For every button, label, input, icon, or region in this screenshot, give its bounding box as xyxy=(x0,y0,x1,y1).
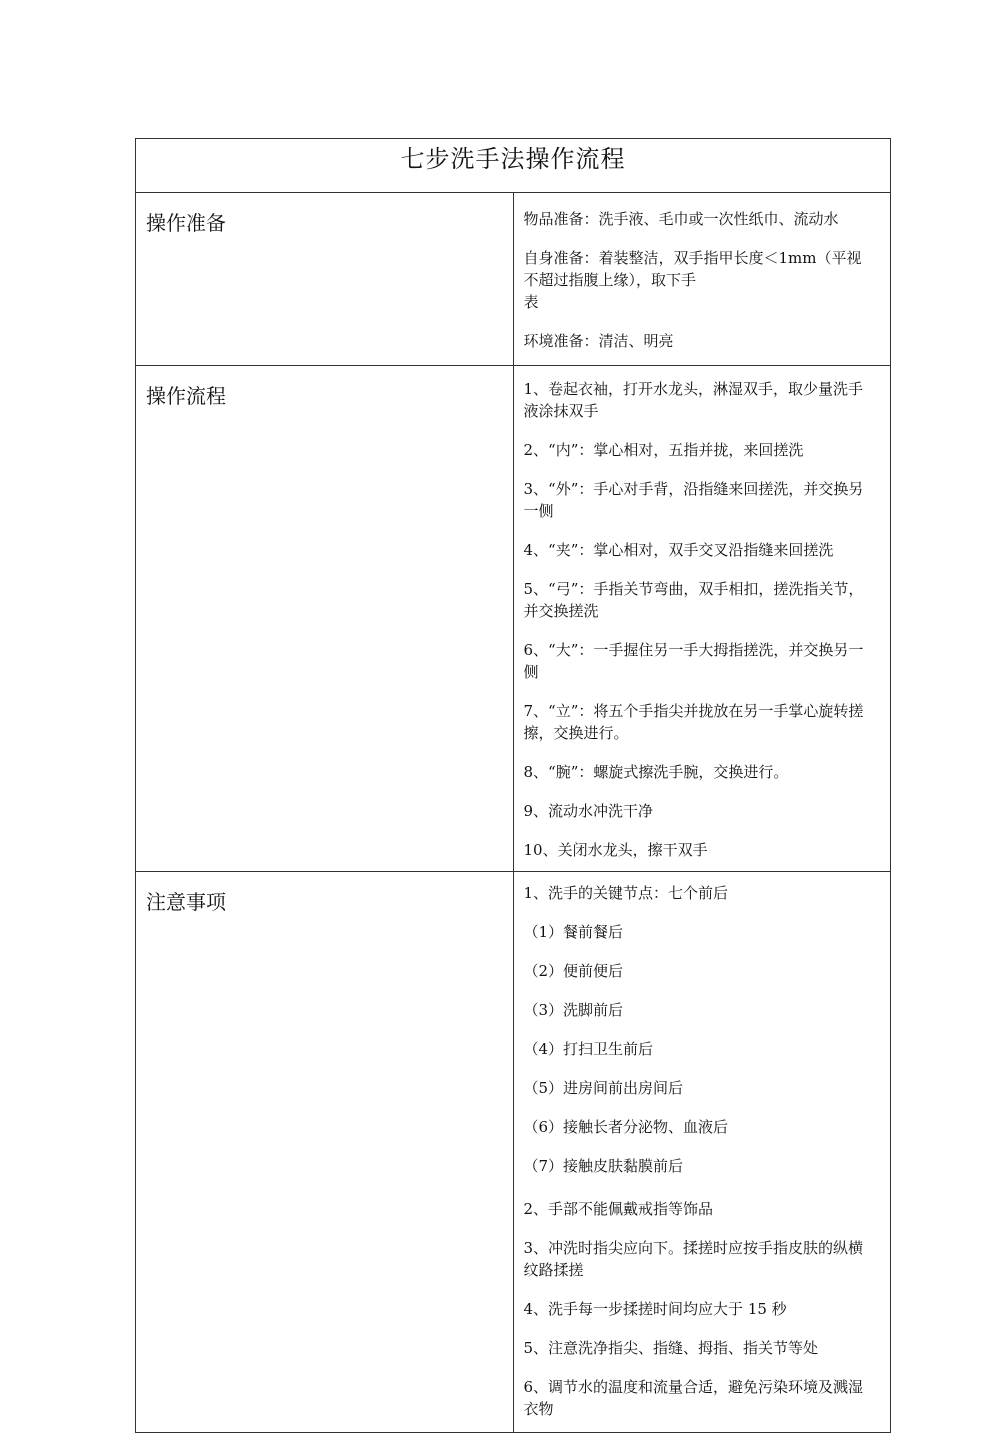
notes-row xyxy=(136,872,891,1433)
procedure-step: 4、“夹”：掌心相对，双手交叉沿指缝来回搓洗 xyxy=(523,541,834,559)
handwashing-procedure-table xyxy=(135,138,891,1433)
procedure-step: 1、卷起衣袖，打开水龙头，淋湿双手，取少量洗手液涂抹双手 xyxy=(523,380,864,420)
title-row xyxy=(136,139,891,193)
prep-item-self-cont: 表 xyxy=(523,293,539,311)
key-moment-item: （3）洗脚前后 xyxy=(523,1001,624,1019)
procedure-step: 9、流动水冲洗干净 xyxy=(523,802,654,820)
note-item: 2、手部不能佩戴戒指等饰品 xyxy=(523,1200,714,1218)
key-moment-item: （5）进房间前出房间后 xyxy=(523,1079,684,1097)
procedure-step: 3、“外”：手心对手背，沿指缝来回搓洗，并交换另一侧 xyxy=(523,480,864,520)
prep-item-self: 自身准备：着装整洁，双手指甲长度＜1mm（平视不超过指腹上缘），取下手 xyxy=(523,249,862,289)
key-moments-title: 1、洗手的关键节点：七个前后 xyxy=(523,884,729,902)
key-moment-item: （4）打扫卫生前后 xyxy=(523,1040,654,1058)
key-moment-item: （2）便前便后 xyxy=(523,962,624,980)
key-moment-item: （7）接触皮肤黏膜前后 xyxy=(523,1157,684,1175)
procedure-step: 6、“大”：一手握住另一手大拇指搓洗，并交换另一侧 xyxy=(523,641,864,681)
prep-item-materials: 物品准备：洗手液、毛巾或一次性纸巾、流动水 xyxy=(523,210,839,228)
preparation-row xyxy=(136,193,891,366)
procedure-step: 7、“立”：将五个手指尖并拢放在另一手掌心旋转搓擦，交换进行。 xyxy=(523,702,864,742)
note-item: 4、洗手每一步揉搓时间均应大于 15 秒 xyxy=(523,1300,787,1318)
procedure-content xyxy=(513,366,891,872)
document-title: 七步洗手法操作流程 xyxy=(136,139,891,193)
prep-item-environment: 环境准备：清洁、明亮 xyxy=(523,332,674,350)
preparation-label: 操作准备 xyxy=(136,193,514,366)
procedure-step: 10、关闭水龙头，擦干双手 xyxy=(523,841,708,859)
key-moment-item: （1）餐前餐后 xyxy=(523,923,624,941)
note-item: 3、冲洗时指尖应向下。揉搓时应按手指皮肤的纵横纹路揉搓 xyxy=(523,1239,864,1279)
procedure-label: 操作流程 xyxy=(136,366,514,872)
note-item: 5、注意洗净指尖、指缝、拇指、指关节等处 xyxy=(523,1339,819,1357)
note-item: 6、调节水的温度和流量合适，避免污染环境及溅湿衣物 xyxy=(523,1378,864,1418)
procedure-row xyxy=(136,366,891,872)
notes-label: 注意事项 xyxy=(136,872,514,1433)
procedure-step: 5、“弓”：手指关节弯曲，双手相扣，搓洗指关节，并交换搓洗 xyxy=(523,580,864,620)
procedure-step: 8、“腕”：螺旋式擦洗手腕，交换进行。 xyxy=(523,763,789,781)
notes-content xyxy=(513,872,891,1433)
procedure-step: 2、“内”：掌心相对，五指并拢，来回搓洗 xyxy=(523,441,804,459)
preparation-content xyxy=(513,193,891,366)
key-moment-item: （6）接触长者分泌物、血液后 xyxy=(523,1118,729,1136)
